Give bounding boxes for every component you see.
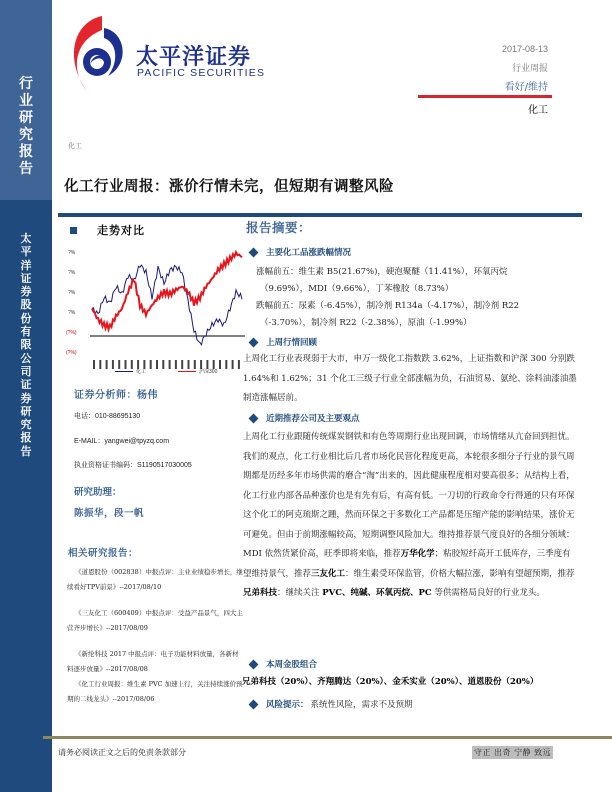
legend-swatch [178,371,196,372]
section-heading [250,336,317,348]
chart-heading [70,222,145,238]
gainers-line: （9.69%），MDI（9.66%），丁苯橡胶（8.73%） [260,284,454,294]
risk-text: 系统性风险，需求不及预期 [310,700,413,710]
chart-plot [60,240,250,370]
portfolio-list: 兄弟科技（20%）、齐翔腾达（20%）、金禾实业（20%）、道恩股份（20%） [242,677,539,687]
related-report-link[interactable]: 《化工行业周报：维生素 PVC 加速上行，关注持续涨价预期的二线龙头》--2017/08/06 [67,680,243,703]
section-heading-text: 主要化工品涨跌幅情况 [266,248,352,258]
company-motto: 守正 出奇 宁静 致远 [474,748,552,757]
page-title: 化工行业周报：涨价行情未完，但短期有调整风险 [64,178,394,195]
losers-line: 跌幅前五：尿素（-6.45%），制冷剂 R134a（-4.17%），制冷剂 R22 [256,301,520,311]
logo-name-cn: 太平洋证券 [136,45,252,70]
related-report-link[interactable]: 《新纶科技 2017 中报点评：电子功能材料放量，各新材料逐步放量》--2017/08/08 [67,650,239,673]
section-heading-text: 近期推荐公司及主要观点 [266,414,360,424]
losers-line: （-3.70%），制冷剂 R22（-2.38%），原油（-1.99%） [260,318,472,328]
sidebar-report-category-text: 行业研究报告 [19,76,33,177]
legend-label: 化工 [136,369,147,375]
chart-title: 走势对比 [97,224,145,237]
recommendation-body: ：维生素受环保监管，价格大幅拉涨，影响有望超预期，推荐 [345,568,575,579]
report-date: 2017-08-13 [501,44,548,54]
related-report-link[interactable]: 《三友化工（600409）中报点评：受益产品景气，四大主营齐步增长》--2017/08/09 [67,609,243,632]
recommended-company: 万华化学 [400,549,435,559]
risk-heading: 风险提示： [266,700,309,710]
focus-products: PVC、纯碱、环氧丙烷、PC [322,588,432,598]
diamond-bullet-icon [249,659,259,669]
legend-swatch [115,371,133,372]
y-tick-label: ?% [68,250,76,256]
diamond-bullet-icon [249,247,259,257]
section-heading [250,412,360,424]
y-tick-label: ?% [68,310,76,316]
legend-item [178,368,217,375]
report-type: 行业周报 [511,64,548,74]
chart-legend [115,368,249,375]
y-tick-label: ?% [68,290,76,296]
diamond-bullet-icon [249,413,259,423]
industry-tag: 化工 [68,142,82,150]
section-heading [250,246,351,258]
recommendation-text [243,428,579,604]
section-divider [58,213,582,217]
logo-mark-icon [64,12,134,102]
analyst-phone: 电话：010-88695130 [74,413,141,420]
legend-label: 沪深300 [199,369,218,375]
diamond-bullet-icon [249,699,259,709]
sidebar-company [19,232,33,458]
recommendation-body: 等供需格局良好的行业龙头。 [431,588,545,598]
analyst-name: 证券分析师：杨伟 [74,390,158,401]
disclaimer-note: 请务必阅读正文之后的免责条款部分 [58,748,186,757]
recommendation-body: ；粘胶短纤高开工低库存，三季度有望维持景气，推荐 [243,549,571,579]
y-tick-label: (?%) [66,350,77,356]
footer-divider [43,736,612,739]
analyst-email[interactable]: E-MAIL：yangwei@tpyzq.com [74,438,170,445]
analyst-license: 执业资格证书编码：S1190517030005 [74,462,192,469]
section-heading-text: 上周行情回顾 [266,338,318,348]
legend-item [115,368,146,375]
recommendation-body: ：继续关注 [277,588,323,598]
recommended-company: 三友化工 [311,568,346,579]
section-heading [250,698,413,710]
recommendation-body: 上周化工行业跟随传统煤炭钢铁和有色等周期行业出现回调，市场情绪从亢奋回到担忧。我们的观点，化工行业相比后几者市场化民营化程度更高，本轮很多细分子行业的景气周期都是历经多年市场供需的磨合“淘”出来的，因此健康程度相对要高很多；从结构上看，化工行业内部各品种涨价也是有先有后，有高有低。一刀切的行政命令行得通的只有环保这个化工的阿克琉斯之踵，然而环保之于多数化工产品都是压缩产能的影响结果，涨价无可避免。但由于前期涨幅较高，短期调整风险加大。维持推荐景气度良好的各细分领域：MDI 依然货紧价高，旺季即将来临，推荐 [243,432,575,559]
sidebar-report-category [17,76,35,178]
sidebar-company-text: 太平洋证券股份有限公司证券研究报告 [20,232,32,458]
section-heading [250,658,317,670]
rating: 看好/维持 [504,82,548,93]
price-changes [256,264,576,332]
square-bullet-icon [70,227,77,234]
assistant-label: 研究助理： [74,487,122,498]
related-reports-label: 相关研究报告： [68,548,139,559]
industry-label: 化工 [528,105,548,116]
related-report-link[interactable]: 《道恩股份（002838）中报点评：主业业绩稳步增长，继续看好TPV前景》--2017/08/10 [67,568,243,591]
recommended-company: 兄弟科技 [243,588,278,598]
logo-name-en: PACIFIC SECURITIES [137,67,266,79]
diamond-bullet-icon [249,337,259,347]
assistant-names: 陈振华，段一帆 [74,508,145,519]
y-tick-label: ?% [68,270,76,276]
y-tick-label: (?%) [66,330,77,336]
trend-chart [60,240,250,370]
section-heading-text: 本周金股组合 [266,660,318,670]
red-divider [418,95,552,98]
summary-title: 报告摘要： [246,220,312,235]
gainers-line: 涨幅前五：维生素 B5(21.67%)，硬泡聚醚（11.41%），环氧丙烷 [256,267,508,277]
market-review-text: 上周化工行业表现弱于大市，申万一级化工指数跌 3.62%，上证指数和沪深 300 分别跌 1.64%和 1.62%；31 个化工三级子行业全部涨幅为负，石油贸易、氨纶、涂料油漆油墨制造涨幅居前。 [243,354,577,403]
